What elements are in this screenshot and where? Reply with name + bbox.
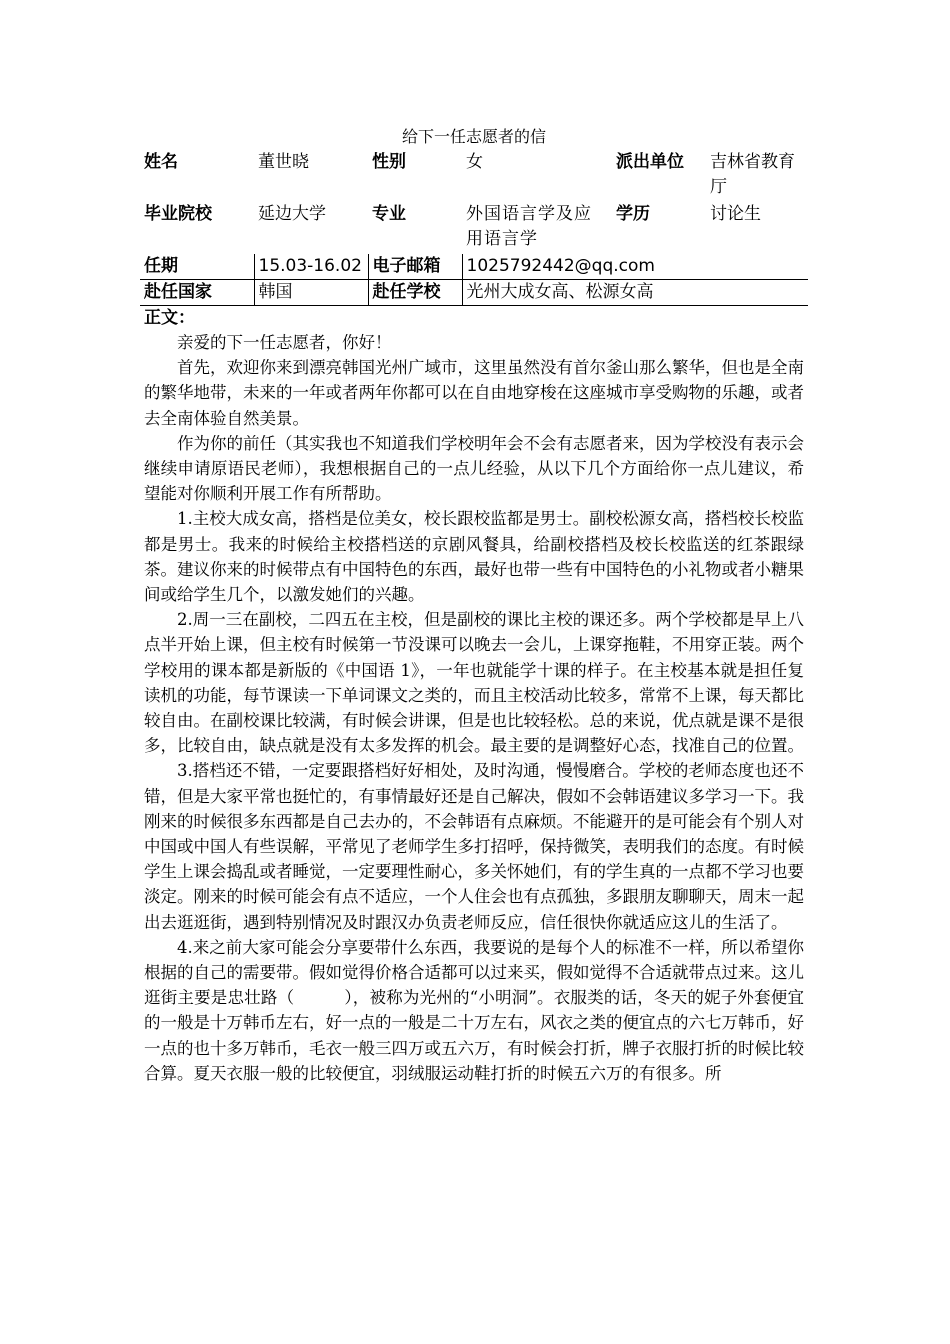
country-value: 韩国 [254,280,368,306]
document-page [140,124,808,1086]
paragraph-item-1: 1.主校大成女高，搭档是位美女，校长跟校监都是男士。副校松源女高，搭档校长校监都是男士。我来的时候给主校搭档送的京剧风餐具，给副校搭档及校长校监送的红茶跟绿茶。建议你来的时候带点有中国特色的东西，最好也带一些有中国特色的小礼物或者小糖果间或给学生几个，以激发她们的兴趣。 [144,509,804,605]
email-value: 1025792442@qq.com [462,254,808,280]
post-school-value: 光州大成女高、松源女高 [462,280,808,306]
paragraph-item-3: 3.搭档还不错，一定要跟搭档好好相处，及时沟通，慢慢磨合。学校的老师态度也还不错，但是大家平常也挺忙的，有事情最好还是自己解决，假如不会韩语建议多学习一下。我刚来的时候很多东西都是自己去办的，不会韩语有点麻烦。不能避开的是可能会有个别人对中国或中国人有些误解，平常见了老师学生多打招呼，保持微笑，表明我们的态度。有时候学生上课会捣乱或者睡觉，一定要理性耐心，多关怀她们，有的学生真的一点都不学习也要淡定。刚来的时候可能会有点不适应，一个人住会也有点孤独，多跟朋友聊聊天，周末一起出去逛逛街，遇到特别情况及时跟汉办负责老师反应，信任很快你就适应这儿的生活了。 [144,761,804,932]
letter-body [144,330,804,1086]
unit-value: 吉林省教育厅 [710,152,795,197]
paragraph-item-4: 4.来之前大家可能会分享要带什么东西，我要说的是每个人的标准不一样，所以希望你根据的自己的需要带。假如觉得价格合适都可以过来买，假如觉得不合适就带点过来。这儿逛街主要是忠壮路（ ），被称为光州的“小明洞”。衣服类的话，冬天的妮子外套便宜的一般是十万韩币左右，好一点的一般是二十万左右，风衣之类的便宜点的六七万韩币，好一点的也十多万韩币，毛衣一般三四万或五六万，有时候会打折，牌子衣服打折的时候比较合算。夏天衣服一般的比较便宜，羽绒服运动鞋打折的时候五六万的有很多。所 [144,937,804,1083]
gender-value: 女 [466,152,483,172]
gender-label: 性别 [372,152,406,172]
degree-value: 讨论生 [710,204,761,224]
degree-label: 学历 [616,204,650,224]
body-label: 正文： [144,308,195,328]
post-school-label: 赴任学校 [368,280,462,306]
unit-label: 派出单位 [616,152,684,172]
email-label: 电子邮箱 [368,254,462,280]
major-value: 外国语言学及应用语言学 [466,204,592,249]
school-label: 毕业院校 [144,204,212,224]
paragraph-item-2: 2.周一三在副校，二四五在主校，但是副校的课比主校的课还多。两个学校都是早上八点半开始上课，但主校有时候第一节没课可以晚去一会儿，上课穿拖鞋，不用穿正装。两个学校用的课本都是新版的《中国语 1》，一年也就能学十课的样子。在主校基本就是担任复读机的功能，每节课读一下单词课文之类的，而且主校活动比较多，常常不上课，每天都比较自由。在副校课比较满，有时候会讲课，但是也比较轻松。总的来说，优点就是课不是很多，比较自由，缺点就是没有太多发挥的机会。最主要的是调整好心态，找准自己的位置。 [144,610,804,756]
info-row-name [140,150,808,202]
info-row-school [140,202,808,254]
page-title: 给下一任志愿者的信 [401,127,546,146]
term-value: 15.03-16.02 [254,254,368,280]
major-label: 专业 [372,204,406,224]
school-value: 延边大学 [258,204,326,224]
name-label: 姓名 [144,152,178,172]
info-table [140,150,808,306]
info-row-term [140,254,808,280]
paragraph-intro: 作为你的前任（其实我也不知道我们学校明年会不会有志愿者来，因为学校没有表示会继续申请原语民老师），我想根据自己的一点儿经验，从以下几个方面给你一点儿建议，希望能对你顺利开展工作有所帮助。 [144,433,804,504]
term-label: 任期 [140,254,254,280]
paragraph-greeting: 亲爱的下一任志愿者，你好！ [177,333,392,352]
paragraph-welcome: 首先，欢迎你来到漂亮韩国光州广域市，这里虽然没有首尔釜山那么繁华，但也是全南的繁华地带，未来的一年或者两年你都可以在自由地穿梭在这座城市享受购物的乐趣，或者去全南体验自然美景。 [144,358,804,428]
country-label: 赴任国家 [140,280,254,306]
name-value: 董世晓 [258,152,309,172]
info-row-country [140,280,808,306]
